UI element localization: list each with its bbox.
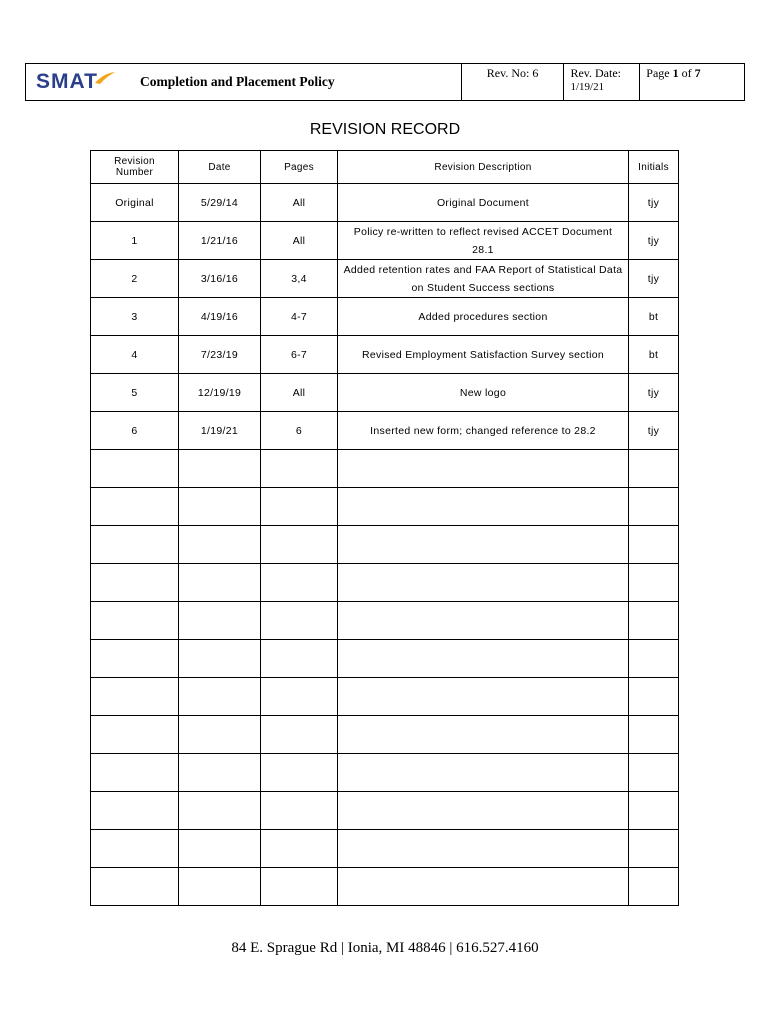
cell-number xyxy=(91,868,179,906)
page-prefix: Page xyxy=(646,66,673,80)
table-row xyxy=(91,564,679,602)
cell-pages xyxy=(261,792,338,830)
cell-date xyxy=(179,754,261,792)
cell-initials: tjy xyxy=(629,222,679,260)
cell-description: New logo xyxy=(338,374,629,412)
cell-description xyxy=(338,716,629,754)
cell-initials xyxy=(629,716,679,754)
table-row xyxy=(91,678,679,716)
cell-date: 3/16/16 xyxy=(179,260,261,298)
cell-number: 2 xyxy=(91,260,179,298)
cell-number xyxy=(91,564,179,602)
cell-initials xyxy=(629,792,679,830)
cell-description xyxy=(338,678,629,716)
table-row xyxy=(91,450,679,488)
cell-description xyxy=(338,450,629,488)
cell-pages: 4-7 xyxy=(261,298,338,336)
table-row xyxy=(91,488,679,526)
table-row xyxy=(91,526,679,564)
col-date: Date xyxy=(179,151,261,184)
cell-description xyxy=(338,488,629,526)
cell-description xyxy=(338,868,629,906)
cell-date xyxy=(179,564,261,602)
cell-number: 3 xyxy=(91,298,179,336)
cell-initials xyxy=(629,526,679,564)
cell-date: 12/19/19 xyxy=(179,374,261,412)
cell-date xyxy=(179,640,261,678)
cell-date xyxy=(179,602,261,640)
col-initials: Initials xyxy=(629,151,679,184)
cell-number xyxy=(91,526,179,564)
col-description: Revision Description xyxy=(338,151,629,184)
col-revision-number xyxy=(91,151,179,184)
table-body xyxy=(91,184,679,906)
cell-date xyxy=(179,792,261,830)
cell-date xyxy=(179,526,261,564)
table-row xyxy=(91,754,679,792)
cell-description xyxy=(338,602,629,640)
table-row xyxy=(91,716,679,754)
table-row xyxy=(91,792,679,830)
cell-initials: tjy xyxy=(629,184,679,222)
table-row xyxy=(91,412,679,450)
cell-date xyxy=(179,450,261,488)
document-title: Completion and Placement Policy xyxy=(140,74,335,89)
cell-pages: 3,4 xyxy=(261,260,338,298)
cell-number: Original xyxy=(91,184,179,222)
cell-pages xyxy=(261,488,338,526)
cell-initials: tjy xyxy=(629,260,679,298)
table-row xyxy=(91,298,679,336)
col-number-line1: Revision xyxy=(114,156,155,167)
cell-date xyxy=(179,678,261,716)
page-title: REVISION RECORD xyxy=(309,121,461,138)
cell-pages xyxy=(261,602,338,640)
revision-number: Rev. No: 6 xyxy=(461,64,564,100)
table-row xyxy=(91,184,679,222)
cell-number: 6 xyxy=(91,412,179,450)
cell-number xyxy=(91,602,179,640)
cell-initials xyxy=(629,754,679,792)
revision-date-value: 1/19/21 xyxy=(570,81,605,93)
cell-initials: tjy xyxy=(629,374,679,412)
cell-date xyxy=(179,830,261,868)
revision-table xyxy=(90,150,679,906)
cell-initials xyxy=(629,830,679,868)
table-row xyxy=(91,830,679,868)
revision-date-label: Rev. Date: xyxy=(570,66,621,80)
cell-number xyxy=(91,640,179,678)
smat-logo xyxy=(36,70,136,94)
table-row xyxy=(91,260,679,298)
table-row xyxy=(91,868,679,906)
cell-initials xyxy=(629,868,679,906)
cell-pages xyxy=(261,526,338,564)
cell-description: Inserted new form; changed reference to 28.2 xyxy=(338,412,629,450)
logo-text: SMAT xyxy=(36,70,98,93)
cell-pages xyxy=(261,716,338,754)
cell-pages: All xyxy=(261,222,338,260)
cell-description xyxy=(338,640,629,678)
cell-date xyxy=(179,716,261,754)
header-title-cell xyxy=(26,64,461,100)
cell-pages: 6 xyxy=(261,412,338,450)
cell-pages xyxy=(261,830,338,868)
cell-number: 4 xyxy=(91,336,179,374)
table-row xyxy=(91,602,679,640)
cell-pages: All xyxy=(261,184,338,222)
cell-description: Revised Employment Satisfaction Survey section xyxy=(338,336,629,374)
cell-number xyxy=(91,678,179,716)
cell-number: 5 xyxy=(91,374,179,412)
cell-initials xyxy=(629,678,679,716)
cell-pages xyxy=(261,678,338,716)
table-row xyxy=(91,374,679,412)
cell-description xyxy=(338,526,629,564)
table-row xyxy=(91,222,679,260)
cell-pages: All xyxy=(261,374,338,412)
cell-date xyxy=(179,868,261,906)
cell-number xyxy=(91,488,179,526)
cell-initials xyxy=(629,488,679,526)
cell-description: Original Document xyxy=(338,184,629,222)
cell-description: Added procedures section xyxy=(338,298,629,336)
cell-pages: 6-7 xyxy=(261,336,338,374)
cell-description xyxy=(338,830,629,868)
cell-pages xyxy=(261,754,338,792)
cell-description xyxy=(338,564,629,602)
cell-initials xyxy=(629,602,679,640)
cell-number xyxy=(91,716,179,754)
cell-number xyxy=(91,754,179,792)
page-number: 1 xyxy=(672,66,679,80)
table-header-row xyxy=(91,151,679,184)
cell-pages xyxy=(261,640,338,678)
cell-date: 1/21/16 xyxy=(179,222,261,260)
cell-pages xyxy=(261,868,338,906)
cell-initials: tjy xyxy=(629,412,679,450)
page-indicator xyxy=(639,64,744,100)
table-row xyxy=(91,640,679,678)
cell-date: 5/29/14 xyxy=(179,184,261,222)
cell-date: 1/19/21 xyxy=(179,412,261,450)
cell-number: 1 xyxy=(91,222,179,260)
cell-pages xyxy=(261,564,338,602)
cell-date: 4/19/16 xyxy=(179,298,261,336)
col-pages: Pages xyxy=(261,151,338,184)
cell-number xyxy=(91,830,179,868)
cell-description xyxy=(338,754,629,792)
cell-description: Added retention rates and FAA Report of Statistical Data on Student Success sections xyxy=(338,260,629,298)
cell-initials xyxy=(629,564,679,602)
page-of: of xyxy=(678,66,695,80)
cell-description xyxy=(338,792,629,830)
cell-initials xyxy=(629,450,679,488)
document-header xyxy=(25,63,745,101)
revision-date xyxy=(563,64,639,100)
cell-date: 7/23/19 xyxy=(179,336,261,374)
cell-description: Policy re-written to reflect revised ACCET Document 28.1 xyxy=(338,222,629,260)
cell-initials xyxy=(629,640,679,678)
cell-initials: bt xyxy=(629,336,679,374)
page-total: 7 xyxy=(694,66,701,80)
col-number-line2: Number xyxy=(115,167,154,178)
cell-number xyxy=(91,450,179,488)
cell-pages xyxy=(261,450,338,488)
table-row xyxy=(91,336,679,374)
cell-number xyxy=(91,792,179,830)
footer-address: 84 E. Sprague Rd | Ionia, MI 48846 | 616.527.4160 xyxy=(231,940,539,956)
cell-date xyxy=(179,488,261,526)
logo-swoosh-icon xyxy=(94,71,116,85)
cell-initials: bt xyxy=(629,298,679,336)
